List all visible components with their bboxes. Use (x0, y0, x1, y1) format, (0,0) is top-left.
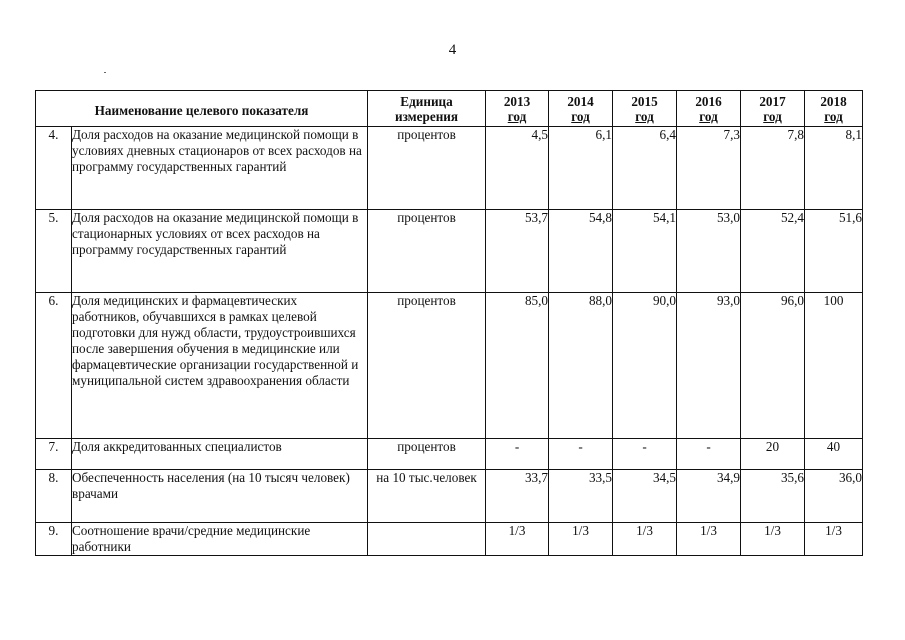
value-2015: - (613, 439, 677, 470)
scan-speck (104, 72, 106, 73)
header-year-2017 (741, 91, 805, 127)
value-2018: 40 (805, 439, 863, 470)
value-2015: 6,4 (613, 127, 677, 210)
value-2013: 85,0 (486, 293, 549, 439)
value-2015: 1/3 (613, 523, 677, 556)
value-2015: 90,0 (613, 293, 677, 439)
indicator-name: Обеспеченность населения (на 10 тысяч человек) врачами (72, 470, 368, 523)
value-2016: 1/3 (677, 523, 741, 556)
value-2014: 6,1 (549, 127, 613, 210)
table-header-row (36, 91, 863, 127)
value-2016: 53,0 (677, 210, 741, 293)
value-2018: 100 (805, 293, 863, 439)
target-indicators-table (35, 90, 863, 556)
value-2017: 35,6 (741, 470, 805, 523)
value-2016: 93,0 (677, 293, 741, 439)
value-2018: 1/3 (805, 523, 863, 556)
header-year-label: год (824, 108, 843, 124)
value-2014: 1/3 (549, 523, 613, 556)
row-number: 8. (36, 470, 72, 523)
table-row (36, 439, 863, 470)
value-2013: 53,7 (486, 210, 549, 293)
unit: процентов (368, 210, 486, 293)
table-row (36, 127, 863, 210)
value-2014: 33,5 (549, 470, 613, 523)
header-year-value: 2016 (695, 93, 722, 109)
row-number: 6. (36, 293, 72, 439)
value-2016: - (677, 439, 741, 470)
unit: процентов (368, 293, 486, 439)
header-year-2016 (677, 91, 741, 127)
value-2014: - (549, 439, 613, 470)
table-row (36, 210, 863, 293)
indicator-name: Соотношение врачи/средние медицинские работники (72, 523, 368, 556)
header-unit (368, 91, 486, 127)
value-2018: 8,1 (805, 127, 863, 210)
row-number: 4. (36, 127, 72, 210)
header-unit-line1: Единица (400, 93, 453, 109)
header-year-value: 2017 (759, 93, 786, 109)
value-2014: 88,0 (549, 293, 613, 439)
header-year-value: 2014 (567, 93, 594, 109)
page-number: 4 (448, 42, 457, 58)
value-2013: - (486, 439, 549, 470)
table-row (36, 523, 863, 556)
value-2014: 54,8 (549, 210, 613, 293)
unit: процентов (368, 127, 486, 210)
value-2017: 96,0 (741, 293, 805, 439)
indicator-name: Доля аккредитованных специалистов (72, 439, 368, 470)
header-year-2014 (549, 91, 613, 127)
value-2013: 1/3 (486, 523, 549, 556)
value-2016: 7,3 (677, 127, 741, 210)
value-2017: 20 (741, 439, 805, 470)
value-2013: 33,7 (486, 470, 549, 523)
value-2018: 36,0 (805, 470, 863, 523)
row-number: 5. (36, 210, 72, 293)
header-year-2018 (805, 91, 863, 127)
indicator-name: Доля расходов на оказание медицинской помощи в стационарных условиях от всех расходов на программу государственных гарантий (72, 210, 368, 293)
unit: на 10 тыс.человек (368, 470, 486, 523)
header-year-label: год (635, 108, 654, 124)
header-year-2015 (613, 91, 677, 127)
value-2015: 54,1 (613, 210, 677, 293)
table-row (36, 470, 863, 523)
value-2015: 34,5 (613, 470, 677, 523)
header-unit-line2: измерения (394, 108, 459, 124)
value-2018: 51,6 (805, 210, 863, 293)
header-year-label: год (571, 108, 590, 124)
indicator-name: Доля расходов на оказание медицинской помощи в условиях дневных стационаров от всех расходов на программу государственных гарантий (72, 127, 368, 210)
header-year-label: год (699, 108, 718, 124)
value-2013: 4,5 (486, 127, 549, 210)
unit: процентов (368, 439, 486, 470)
row-number: 9. (36, 523, 72, 556)
value-2017: 1/3 (741, 523, 805, 556)
table-row (36, 293, 863, 439)
header-year-2013 (486, 91, 549, 127)
value-2016: 34,9 (677, 470, 741, 523)
header-year-value: 2015 (631, 93, 658, 109)
header-indicator-name: Наименование целевого показателя (36, 91, 368, 127)
header-year-label: год (763, 108, 782, 124)
header-year-value: 2018 (820, 93, 847, 109)
value-2017: 7,8 (741, 127, 805, 210)
unit (368, 523, 486, 556)
header-year-label: год (507, 108, 527, 124)
value-2017: 52,4 (741, 210, 805, 293)
row-number: 7. (36, 439, 72, 470)
header-year-value: 2013 (503, 93, 531, 109)
indicator-name: Доля медицинских и фармацевтических работников, обучавшихся в рамках целевой подготовки для нужд области, трудоустроившихся после завершения обучения в медицинские или фармацевтические организации государственной и муниципальной систем здравоохранения области (72, 293, 368, 439)
